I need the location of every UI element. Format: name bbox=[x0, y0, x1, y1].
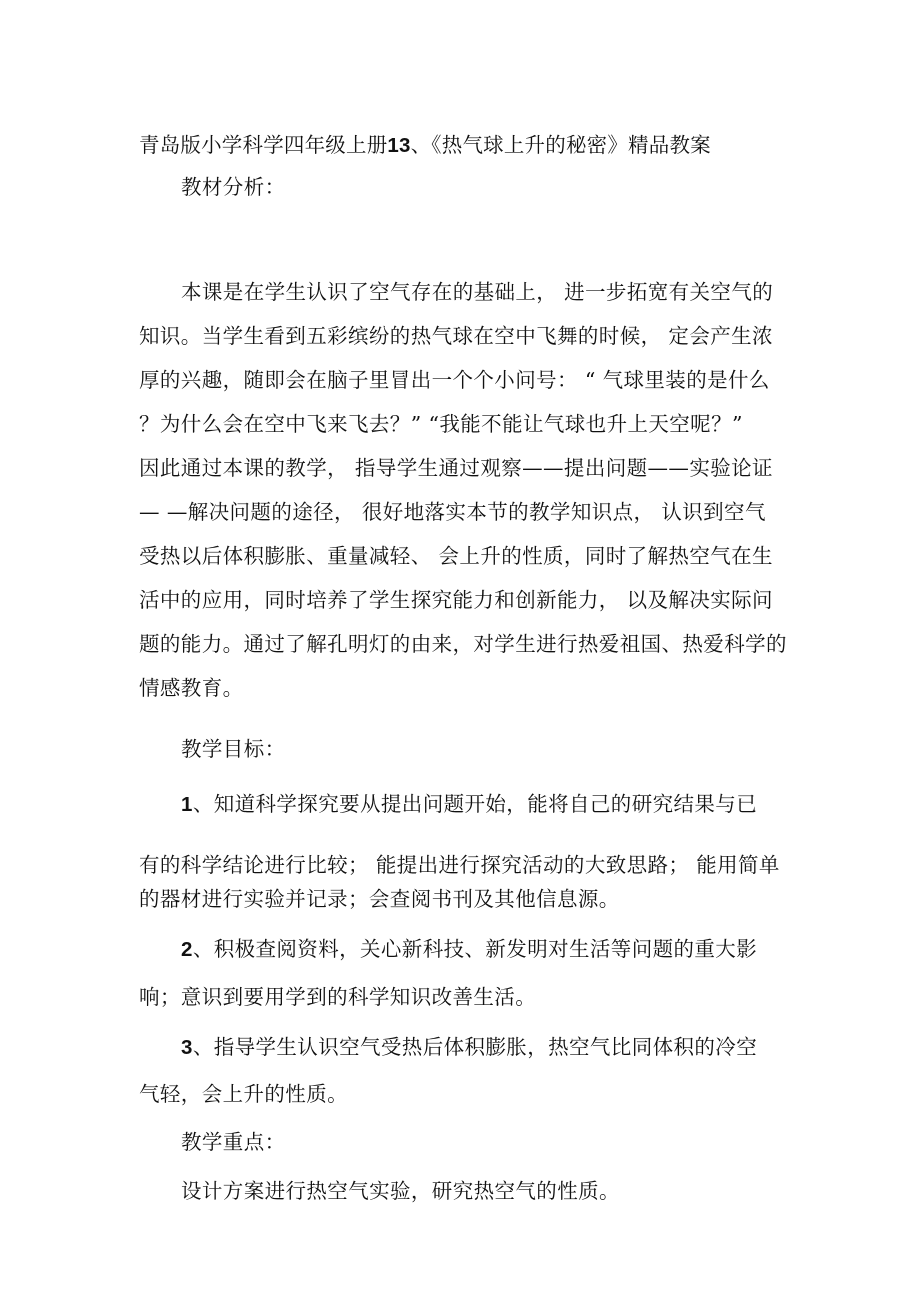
goal-1-first-line bbox=[181, 790, 757, 819]
key-points-text: 设计方案进行热空气实验，研究热空气的性质。 bbox=[181, 1179, 620, 1203]
analysis-line: 活中的应用，同时培养了学生探究能力和创新能力， 以及解决实际问 bbox=[139, 588, 773, 612]
analysis-line: 知识。当学生看到五彩缤纷的热气球在空中飞舞的时候， 定会产生浓 bbox=[139, 324, 773, 348]
document-title bbox=[139, 131, 711, 160]
analysis-line: — —解决问题的途径， 很好地落实本节的教学知识点， 认识到空气 bbox=[139, 500, 766, 524]
goal-1-line: 的器材进行实验并记录；会查阅书刊及其他信息源。 bbox=[139, 887, 620, 911]
goal-2-line: 响；意识到要用学到的科学知识改善生活。 bbox=[139, 985, 537, 1009]
goal-3-text: 、指导学生认识空气受热后体积膨胀，热空气比同体积的冷空 bbox=[192, 1035, 758, 1059]
goals-heading: 教学目标： bbox=[181, 737, 286, 761]
analysis-line: 情感教育。 bbox=[139, 676, 244, 700]
goal-1-text: 、知道科学探究要从提出问题开始，能将自己的研究结果与已 bbox=[192, 792, 758, 816]
analysis-line: 本课是在学生认识了空气存在的基础上， 进一步拓宽有关空气的 bbox=[181, 280, 774, 304]
goal-3-first-line bbox=[181, 1033, 757, 1062]
goal-1-number: 1 bbox=[181, 793, 193, 816]
title-prefix: 青岛版小学科学四年级上册 bbox=[139, 133, 388, 157]
analysis-line: 因此通过本课的教学， 指导学生通过观察——提出问题——实验论证 bbox=[139, 456, 773, 480]
goal-2-text: 、积极查阅资料，关心新科技、新发明对生活等问题的重大影 bbox=[192, 937, 758, 961]
analysis-line: 厚的兴趣，随即会在脑子里冒出一个个小问号： “ 气球里装的是什么 bbox=[139, 368, 770, 392]
analysis-heading: 教材分析： bbox=[181, 175, 286, 199]
goal-2-first-line bbox=[181, 935, 757, 964]
title-suffix: 、《热气球上升的秘密》精品教案 bbox=[410, 133, 711, 157]
title-number: 13 bbox=[387, 134, 411, 157]
analysis-line: 受热以后体积膨胀、重量减轻、 会上升的性质，同时了解热空气在生 bbox=[139, 544, 773, 568]
goal-3-line: 气轻，会上升的性质。 bbox=[139, 1082, 348, 1106]
analysis-line: ？为什么会在空中飞来飞去？” “我能不能让气球也升上天空呢？” bbox=[139, 412, 743, 436]
goal-3-number: 3 bbox=[181, 1036, 193, 1059]
goal-1-line: 有的科学结论进行比较； 能提出进行探究活动的大致思路； 能用简单 bbox=[139, 853, 780, 877]
analysis-line: 题的能力。通过了解孔明灯的由来，对学生进行热爱祖国、热爱科学的 bbox=[139, 632, 787, 656]
key-points-heading: 教学重点： bbox=[181, 1130, 286, 1154]
goal-2-number: 2 bbox=[181, 938, 193, 961]
